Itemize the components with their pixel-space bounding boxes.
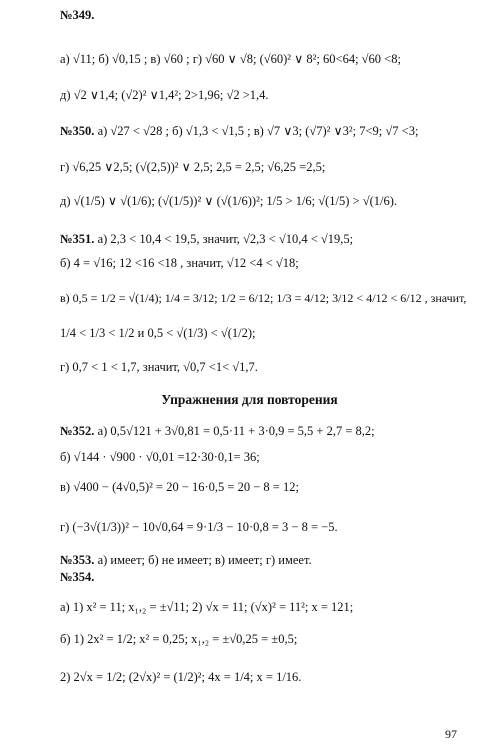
problem-text: г) (−3√(1/3))² − 10√0,64 = 9·1/3 − 10·0,8 = 3 − 8 = −5. xyxy=(60,520,338,534)
problem-354-line-2 xyxy=(60,632,297,646)
problem-text: в) √400 − (4√0,5)² = 20 − 16·0,5 = 20 − 8 = 12; xyxy=(60,480,299,494)
problem-text: г) √6,25 ∨2,5; (√(2,5))² ∨ 2,5; 2,5 = 2,5; √6,25 =2,5; xyxy=(60,160,326,174)
problem-text: в) 0,5 = 1/2 = √(1/4); 1/4 = 3/12; 1/2 = 6/12; 1/3 = 4/12; 3/12 < 4/12 < 6/12 , значит, xyxy=(60,291,467,305)
problem-352-line-1 xyxy=(60,424,375,438)
problem-351-line-5 xyxy=(60,360,258,374)
problem-351-line-3 xyxy=(60,291,466,305)
problem-text: д) √(1/5) ∨ √(1/6); (√(1/5))² ∨ (√(1/6))²; 1/5 > 1/6; √(1/5) > √(1/6). xyxy=(60,194,398,208)
problem-349-line-1 xyxy=(60,52,401,66)
problem-349-header xyxy=(60,8,94,22)
problem-text: а) имеет; б) не имеет; в) имеет; г) имеет. xyxy=(94,553,312,567)
problem-number: №351. xyxy=(60,232,95,246)
problem-354-line-3 xyxy=(60,670,301,684)
problem-text: б) 1) 2x² = 1/2; x² = 0,25; x₁,₂ = ±√0,25 = ±0,5; xyxy=(60,632,298,646)
problem-350-line-1 xyxy=(60,124,418,138)
problem-number: №352. xyxy=(60,424,95,438)
page-number: 97 xyxy=(445,727,457,741)
problem-350-line-2 xyxy=(60,160,325,174)
problem-351-line-2 xyxy=(60,256,299,270)
problem-352-line-4 xyxy=(60,520,338,534)
problem-351-line-1 xyxy=(60,232,353,246)
problem-number: №353. xyxy=(60,553,95,567)
problem-text: г) 0,7 < 1 < 1,7, значит, √0,7 <1< √1,7. xyxy=(60,360,258,374)
problem-text: 1/4 < 1/3 < 1/2 и 0,5 < √(1/3) < √(1/2); xyxy=(60,326,256,340)
problem-number: №350. xyxy=(60,124,95,138)
problem-text: а) 1) x² = 11; x₁,₂ = ±√11; 2) √x = 11; (√x)² = 11²; x = 121; xyxy=(60,600,354,614)
problem-354-line-1 xyxy=(60,600,353,614)
problem-351-line-4 xyxy=(60,326,255,340)
section-heading: Упражнения для повторения xyxy=(161,392,338,407)
problem-353 xyxy=(60,553,312,567)
problem-text: а) 2,3 < 10,4 < 19,5, значит, √2,3 < √10,4 < √19,5; xyxy=(94,232,354,246)
problem-number: №349. xyxy=(60,8,95,22)
problem-text: 2) 2√x = 1/2; (2√x)² = (1/2)²; 4x = 1/4; x = 1/16. xyxy=(60,670,302,684)
problem-text: а) 0,5√121 + 3√0,81 = 0,5·11 + 3·0,9 = 5,5 + 2,7 = 8,2; xyxy=(94,424,375,438)
problem-text: б) 4 = √16; 12 <16 <18 , значит, √12 <4 < √18; xyxy=(60,256,299,270)
problem-352-line-3 xyxy=(60,480,299,494)
problem-354-header xyxy=(60,570,94,584)
problem-350-line-3 xyxy=(60,194,397,208)
problem-text: а) √27 < √28 ; б) √1,3 < √1,5 ; в) √7 ∨3; (√7)² ∨3²; 7<9; √7 <3; xyxy=(94,124,419,138)
problem-text: д) √2 ∨1,4; (√2)² ∨1,4²; 2>1,96; √2 >1,4. xyxy=(60,88,269,102)
problem-text: б) √144 · √900 · √0,01 =12·30·0,1= 36; xyxy=(60,450,260,464)
problem-number: №354. xyxy=(60,570,95,584)
problem-352-line-2 xyxy=(60,450,260,464)
problem-349-line-2 xyxy=(60,88,269,102)
problem-text: а) √11; б) √0,15 ; в) √60 ; г) √60 ∨ √8; (√60)² ∨ 8²; 60<64; √60 <8; xyxy=(60,52,401,66)
